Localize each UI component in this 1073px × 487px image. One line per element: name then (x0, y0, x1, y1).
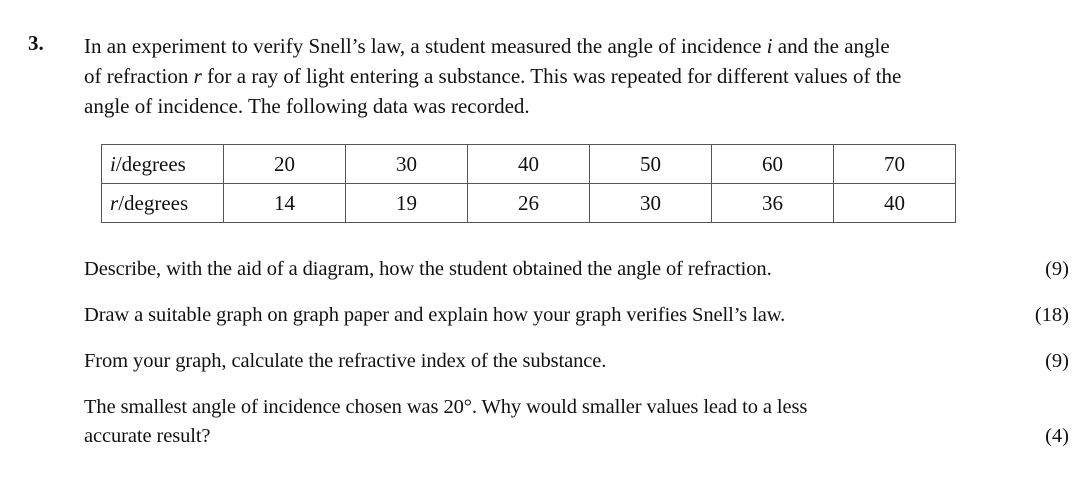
table-cell: 36 (712, 184, 834, 223)
part-3-text: From your graph, calculate the refractive index of the substance. (84, 350, 607, 372)
part-4-text-line-2: accurate result? (84, 425, 211, 447)
table-cell: 30 (346, 145, 468, 184)
table-cell: 60 (712, 145, 834, 184)
part-4-text-line-1: The smallest angle of incidence chosen was 20°. Why would smaller values lead to a less (84, 396, 808, 418)
part-2-marks: (18) (1034, 304, 1069, 326)
table-cell: 40 (468, 145, 590, 184)
table-cell: 19 (346, 184, 468, 223)
question-intro (84, 31, 1044, 121)
row-header: r/degrees (102, 184, 224, 223)
table-cell: 70 (834, 145, 956, 184)
intro-line-2: of refraction r for a ray of light entering a substance. This was repeated for different values of the (84, 64, 902, 88)
part-3-marks: (9) (1045, 350, 1069, 372)
part-1-marks: (9) (1045, 258, 1069, 280)
part-4-marks: (4) (1045, 425, 1069, 447)
table-row-refraction (102, 184, 956, 223)
data-table (101, 144, 956, 223)
table-cell: 50 (590, 145, 712, 184)
question-number: 3. (28, 31, 44, 55)
intro-line-1: In an experiment to verify Snell’s law, a student measured the angle of incidence i and the angle (84, 34, 890, 58)
table-cell: 20 (224, 145, 346, 184)
intro-line-3: angle of incidence. The following data was recorded. (84, 94, 530, 118)
table-cell: 14 (224, 184, 346, 223)
table-cell: 26 (468, 184, 590, 223)
part-1-text: Describe, with the aid of a diagram, how the student obtained the angle of refraction. (84, 258, 772, 280)
table-cell: 30 (590, 184, 712, 223)
part-2-text: Draw a suitable graph on graph paper and explain how your graph verifies Snell’s law. (84, 304, 786, 326)
row-header: i/degrees (102, 145, 224, 184)
table-row-incidence (102, 145, 956, 184)
table-cell: 40 (834, 184, 956, 223)
